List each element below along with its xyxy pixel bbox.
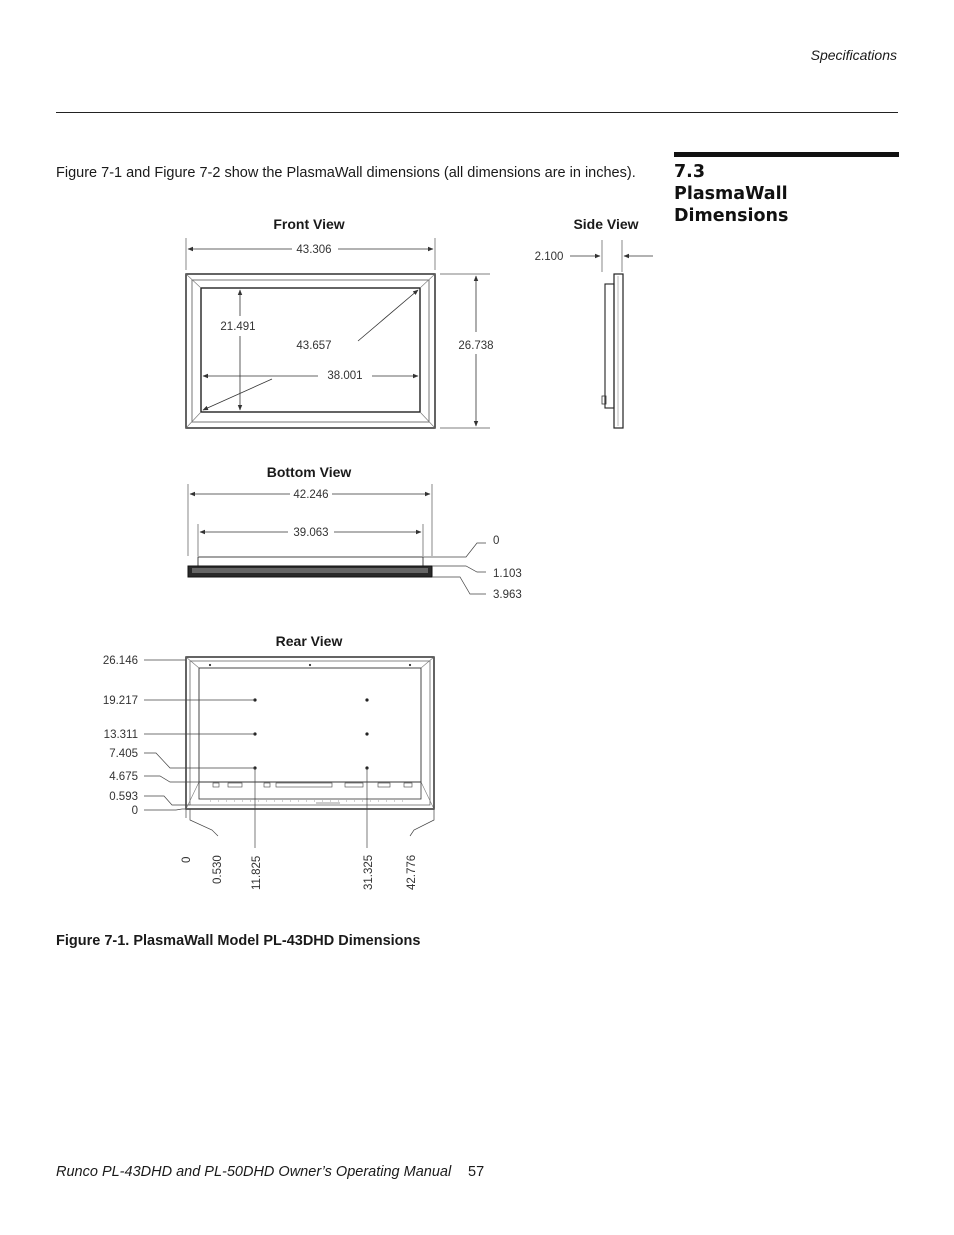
footer-manual-title: Runco PL-43DHD and PL-50DHD Owner’s Operating Manual xyxy=(56,1164,452,1180)
side-view xyxy=(535,216,653,428)
rear-y-label-0: 26.146 xyxy=(102,655,138,667)
side-rear-housing xyxy=(605,284,614,408)
bottom-dim-1: 1.103 xyxy=(493,568,522,580)
bottom-view-label: Bottom View xyxy=(266,464,352,480)
side-panel-body xyxy=(614,274,623,428)
rear-view xyxy=(103,633,434,890)
rear-y-label-3: 7.405 xyxy=(109,748,138,760)
bottom-overall-width: 42.246 xyxy=(293,489,329,501)
rear-view-label: Rear View xyxy=(275,633,343,649)
bottom-inner-width: 39.063 xyxy=(293,527,329,539)
rear-outer-frame xyxy=(186,657,434,809)
rear-housing xyxy=(199,668,421,782)
rear-y-label-6: 0 xyxy=(131,805,138,817)
figure-caption: Figure 7-1. PlasmaWall Model PL-43DHD Dimensions xyxy=(56,933,421,949)
rear-y-label-2: 13.311 xyxy=(103,729,138,741)
front-screen-diagonal: 43.657 xyxy=(296,340,332,352)
rear-x-label-0: 0 xyxy=(181,856,193,863)
rear-mounting-holes xyxy=(253,698,368,769)
section-title-line1: PlasmaWall xyxy=(674,184,788,204)
bottom-dim-0: 0 xyxy=(493,535,500,547)
front-screen-height: 21.491 xyxy=(220,321,256,333)
rear-y-label-4: 4.675 xyxy=(109,771,138,783)
section-number: 7.3 xyxy=(674,162,706,182)
rear-y-label-1: 19.217 xyxy=(102,695,138,707)
side-view-label: Side View xyxy=(573,216,639,232)
rear-connector-panel xyxy=(199,782,421,799)
rear-x-label-3: 31.325 xyxy=(363,854,375,890)
side-depth: 2.100 xyxy=(534,251,564,263)
footer-page-number: 57 xyxy=(468,1164,485,1180)
section-title-line2: Dimensions xyxy=(674,206,789,226)
bottom-view xyxy=(188,464,522,601)
rear-x-label-1: 0.530 xyxy=(212,855,224,884)
front-screen-width: 38.001 xyxy=(327,370,363,382)
front-view xyxy=(186,216,494,428)
bottom-housing xyxy=(198,557,423,566)
rear-y-label-5: 0.593 xyxy=(109,791,138,803)
front-overall-height: 26.738 xyxy=(458,340,494,352)
front-view-label: Front View xyxy=(273,216,345,232)
bottom-dim-2: 3.963 xyxy=(493,589,522,601)
rear-x-label-4: 42.776 xyxy=(406,854,418,890)
front-overall-width: 43.306 xyxy=(296,244,332,256)
rear-x-label-2: 11.825 xyxy=(251,855,263,890)
intro-paragraph: Figure 7-1 and Figure 7-2 show the PlasmaWall dimensions (all dimensions are in inches). xyxy=(56,165,636,181)
header-section-label: Specifications xyxy=(810,47,897,63)
